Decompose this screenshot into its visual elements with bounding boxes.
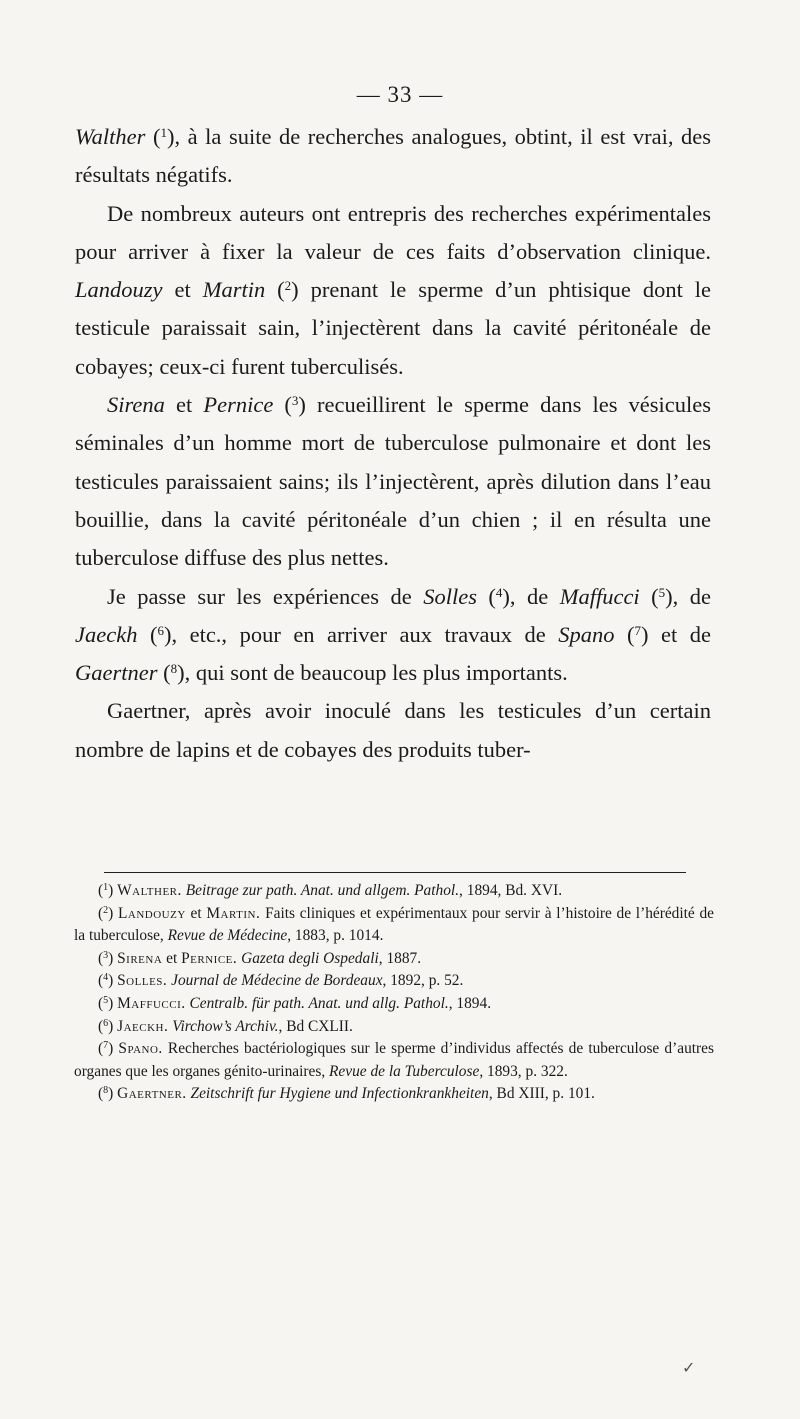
footnote-7: ($^7$) Spano. Recherches bactériologiques sur le sperme d’individus affectés de tuberculose d’autres organes que les organes génito-urinaires, Revue de la Tuberculose, 1893, p. 322. (74, 1040, 714, 1080)
author-gaertner: Gaertner (75, 660, 158, 686)
paragraph-text: , à la suite de recherches analogues, obtint, il est vrai, des résultats négatifs. (75, 124, 711, 188)
footnote-author: Walther. (117, 882, 182, 899)
paragraph-3: Sirena et Pernice ($^3$) recueillirent le sperme dans les vésicules séminales d’un homme mort de tuberculose pulmonaire et dont les testicules paraissaient sains; ils l’injectèrent, après dilution dans l’eau bouillie, dans la cavité péritonéale d’un chien ; il en résulta une tuberculose diffuse des plus nettes. (75, 392, 712, 571)
footnote-5: ($^5$) Maffucci. Centralb. für path. Anat. und allg. Pathol., 1894. (98, 994, 492, 1012)
author-jaeckh: Jaeckh (75, 621, 138, 647)
footnote-title: Centralb. für path. Anat. und allg. Pathol. (189, 994, 449, 1012)
footnote-number: 4 (103, 972, 109, 984)
footnote-ref: 8 (170, 661, 178, 677)
paragraph-text: , de (509, 583, 549, 609)
footnote-title: Virchow’s Archiv. (172, 1017, 279, 1035)
footnote-6: ($^6$) Jaeckh. Virchow’s Archiv., Bd CXLII. (98, 1017, 353, 1035)
footnote-author: Pernice. (181, 949, 238, 967)
footnote-1: ($^1$) Walther. Beitrage zur path. Anat. und allgem. Pathol., 1894, Bd. XVI. (98, 882, 563, 899)
author-martin: Martin (202, 277, 266, 303)
footnote-title: Revue de la Tuberculose (329, 1062, 480, 1080)
footnote-2: ($^2$) Landouzy et Martin. Faits cliniques et expérimentaux pour servir à l’histoire de l’hérédité de la tuberculose, Revue de Médecine, 1883, p. 1014. (74, 904, 715, 945)
footnote-title: Journal de Médecine de Bordeaux (171, 972, 383, 990)
footnote-author: Gaertner. (117, 1085, 187, 1103)
footnote-ref: 5 (658, 584, 666, 600)
footnote-ref: 4 (495, 584, 503, 600)
body-text (75, 118, 711, 769)
footnote-details: , 1883, p. 1014. (287, 927, 384, 945)
footnote-text: Faits cliniques et expérimentaux pour servir à l’histoire de l’hérédité de la tuberculose, (74, 904, 715, 945)
author-solles: Solles (423, 583, 477, 609)
author-pernice: Pernice (203, 392, 274, 418)
footnote-number: 5 (103, 994, 109, 1006)
footnote-conjunction: et (162, 949, 182, 967)
footnote-4: ($^4$) Solles. Journal de Médecine de Bordeaux, 1892, p. 52. (98, 972, 464, 990)
footnote-number: 6 (103, 1017, 109, 1029)
footnote-ref: 7 (634, 622, 641, 638)
footnote-author: Maffucci. (117, 994, 186, 1012)
paragraph-text: prenant le sperme d’un phtisique dont le testicule paraissait sain, l’injectèrent dans la cavité péritonéale de cobayes; ceux-ci furent tuberculisés. (75, 277, 712, 379)
author-landouzy: Landouzy (75, 277, 163, 303)
paragraph-text: et (176, 392, 193, 418)
paragraph-text: recueillirent le sperme dans les vésicules séminales d’un homme mort de tuberculose pulmonaire et dont les testicules paraissaient sains; ils l’injectèrent, après dilution dans l’eau bouillie, dans la cavité péritonéale d’un chien ; il en résulta une tuberculose diffuse des plus nettes. (75, 392, 712, 571)
paragraph-text: et (174, 277, 191, 303)
footnote-number: 2 (103, 904, 109, 916)
footnote-author: Landouzy (118, 904, 186, 922)
page-number: — 33 — (356, 82, 444, 107)
footnote-author: Jaeckh. (117, 1017, 169, 1035)
footnote-ref: 2 (284, 278, 292, 294)
footnote-author: Solles. (117, 972, 168, 990)
footnote-number: 3 (103, 949, 109, 961)
author-sirena: Sirena (107, 392, 165, 418)
paragraph-4: Je passe sur les expériences de Solles ($^4$), de Maffucci ($^5$), de Jaeckh ($^6$), etc., pour en arriver aux travaux de Spano ($^7$) et de Gaertner ($^8$), qui sont de beaucoup les plus importants. (75, 583, 711, 686)
paragraph-text: , de (672, 583, 711, 609)
footnote-8: ($^8$) Gaertner. Zeitschrift fur Hygiene und Infectionkrankheiten, Bd XIII, p. 101. (98, 1085, 595, 1103)
footnote-number: 8 (103, 1085, 109, 1097)
paragraph-1: Walther ($^1$), à la suite de recherches analogues, obtint, il est vrai, des résultats négatifs. (75, 124, 711, 188)
footnote-ref: 6 (157, 622, 164, 638)
footnote-title: Beitrage zur path. Anat. und allgem. Pathol. (185, 882, 460, 899)
paragraph-text: et de (661, 621, 711, 647)
footnotes (74, 880, 714, 1106)
footnote-details: , Bd CXLII. (278, 1017, 353, 1035)
footnote-3: ($^3$) Sirena et Pernice. Gazeta degli Ospedali, 1887. (98, 949, 422, 967)
pencil-mark: ✓ (682, 1360, 696, 1377)
footnote-details: , 1894, Bd. XVI. (459, 882, 563, 899)
footnote-ref: 3 (291, 393, 299, 409)
paragraph-5 (75, 692, 711, 769)
footnote-ref: 1 (160, 125, 167, 140)
paragraph-text: Gaertner, après avoir inoculé dans les testicules d’un certain nombre de lapins et de cobayes des produits tuber- (75, 698, 711, 762)
paragraph-text: , etc., pour en arriver aux travaux de (171, 621, 546, 647)
footnote-title: Revue de Médecine (167, 927, 288, 945)
footnote-title: Zeitschrift fur Hygiene und Infectionkrankheiten (190, 1085, 489, 1103)
paragraph-text: De nombreux auteurs ont entrepris des recherches expérimentales pour arriver à fixer la valeur de ces faits d’observation clinique. (75, 200, 711, 264)
author-walther: Walther (75, 124, 146, 149)
paragraph-2: De nombreux auteurs ont entrepris des recherches expérimentales pour arriver à fixer la valeur de ces faits d’observation clinique. Landouzy et Martin ($^2$) prenant le sperme d’un phtisique dont le testicule paraissait sain, l’injectèrent dans la cavité péritonéale de cobayes; ceux-ci furent tuberculisés. (75, 200, 712, 379)
footnote-text: Recherches bactériologiques sur le sperme d’individus affectés de tuberculose d’autres organes que les organes génito-urinaires, (74, 1040, 714, 1080)
footnote-title: Gazeta degli Ospedali (241, 949, 379, 967)
footnote-details: , 1887. (378, 949, 422, 967)
author-spano: Spano (558, 621, 615, 647)
footnote-author: Martin. (206, 904, 261, 922)
footnote-details: , Bd XIII, p. 101. (488, 1085, 595, 1103)
footnote-divider (104, 872, 686, 873)
paragraph-text: Je passe sur les expériences de (107, 583, 412, 609)
footnote-number: 7 (103, 1040, 109, 1052)
footnote-details: , 1893, p. 322. (479, 1062, 568, 1080)
footnote-conjunction: et (185, 904, 207, 922)
author-maffucci: Maffucci (559, 583, 640, 609)
footnote-details: , 1892, p. 52. (382, 972, 464, 990)
footnote-details: , 1894. (448, 994, 492, 1012)
footnote-author: Sirena (117, 949, 163, 967)
paragraph-text: , qui sont de beaucoup les plus importants. (184, 660, 568, 686)
footnote-number: 1 (103, 882, 109, 893)
footnote-author: Spano. (118, 1040, 163, 1058)
